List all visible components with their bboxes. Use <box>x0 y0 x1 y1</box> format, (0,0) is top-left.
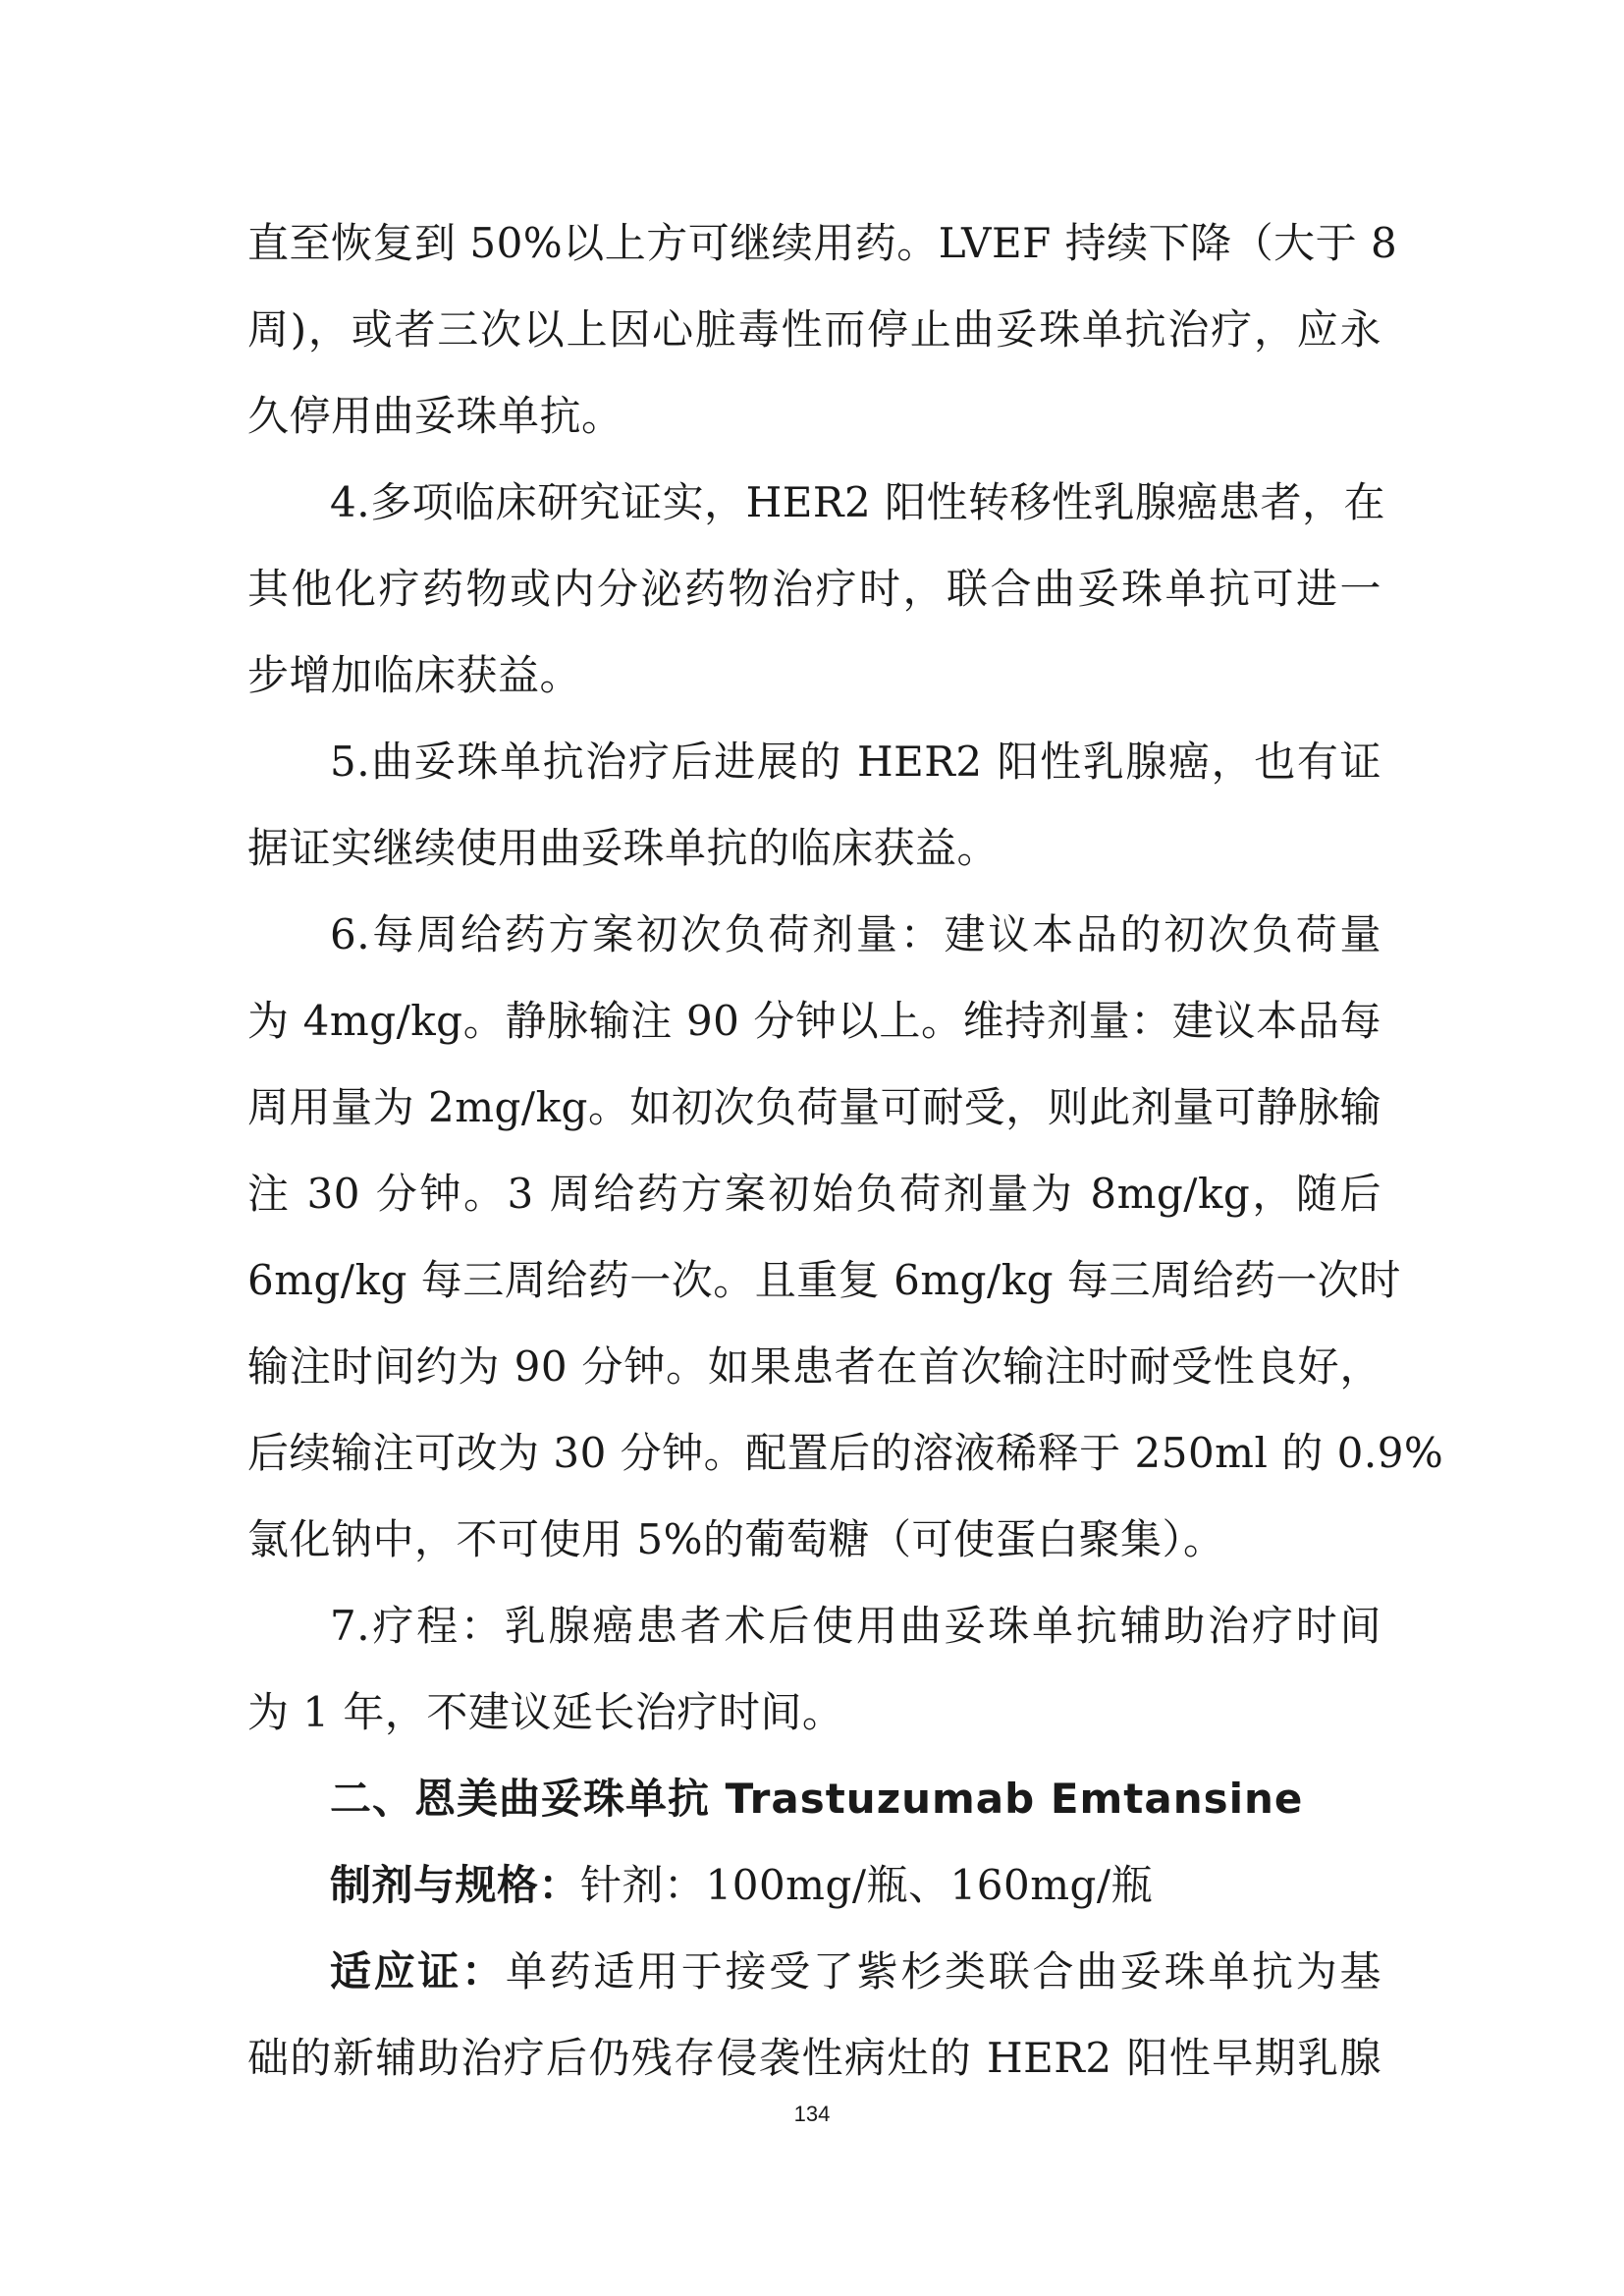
indication-text: 单药适用于接受了紫杉类联合曲妥珠单抗为基 <box>505 1947 1381 1995</box>
text-line: 输注时间约为 90 分钟。如果患者在首次输注时耐受性良好， <box>247 1342 1381 1391</box>
text-line: 直至恢复到 50%以上方可继续用药。LVEF 持续下降（大于 8 <box>247 219 1398 267</box>
text-line: 久停用曲妥珠单抗。 <box>247 392 623 440</box>
text-line: 5.曲妥珠单抗治疗后进展的 HER2 阳性乳腺癌，也有证 <box>330 738 1381 786</box>
text-line: 据证实继续使用曲妥珠单抗的临床获益。 <box>247 824 1000 872</box>
indication-line <box>330 1942 1381 2001</box>
text-line: 础的新辅助治疗后仍残存侵袭性病灶的 HER2 阳性早期乳腺 <box>247 2034 1381 2082</box>
indication-label: 适应证： <box>330 1947 506 1995</box>
text-line: 为 1 年，不建议延长治疗时间。 <box>247 1688 844 1736</box>
text-line: 注 30 分钟。3 周给药方案初始负荷剂量为 8mg/kg，随后 <box>247 1170 1381 1218</box>
text-line: 4.多项临床研究证实，HER2 阳性转移性乳腺癌患者，在 <box>330 478 1386 526</box>
formulation-line <box>330 1856 1381 1915</box>
page-number: 134 <box>793 2102 831 2126</box>
text-line: 周用量为 2mg/kg。如初次负荷量可耐受，则此剂量可静脉输 <box>247 1083 1381 1131</box>
text-line: 后续输注可改为 30 分钟。配置后的溶液稀释于 250ml 的 0.9% <box>247 1429 1444 1477</box>
section-heading: 二、恩美曲妥珠单抗 Trastuzumab Emtansine <box>330 1775 1304 1823</box>
text-line: 周)，或者三次以上因心脏毒性而停止曲妥珠单抗治疗，应永 <box>247 305 1381 354</box>
text-line: 为 4mg/kg。静脉输注 90 分钟以上。维持剂量：建议本品每 <box>247 997 1381 1045</box>
text-line: 氯化钠中，不可使用 5%的葡萄糖（可使蛋白聚集）。 <box>247 1515 1225 1563</box>
text-line: 其他化疗药物或内分泌药物治疗时，联合曲妥珠单抗可进一 <box>247 565 1381 613</box>
text-line: 步增加临床获益。 <box>247 651 582 699</box>
formulation-label: 制剂与规格： <box>330 1861 581 1909</box>
text-line: 6mg/kg 每三周给药一次。且重复 6mg/kg 每三周给药一次时 <box>247 1256 1401 1304</box>
text-line: 7.疗程：乳腺癌患者术后使用曲妥珠单抗辅助治疗时间 <box>330 1602 1381 1650</box>
text-line: 6.每周给药方案初次负荷剂量：建议本品的初次负荷量 <box>330 910 1381 958</box>
formulation-text: 针剂：100mg/瓶、160mg/瓶 <box>580 1861 1154 1909</box>
